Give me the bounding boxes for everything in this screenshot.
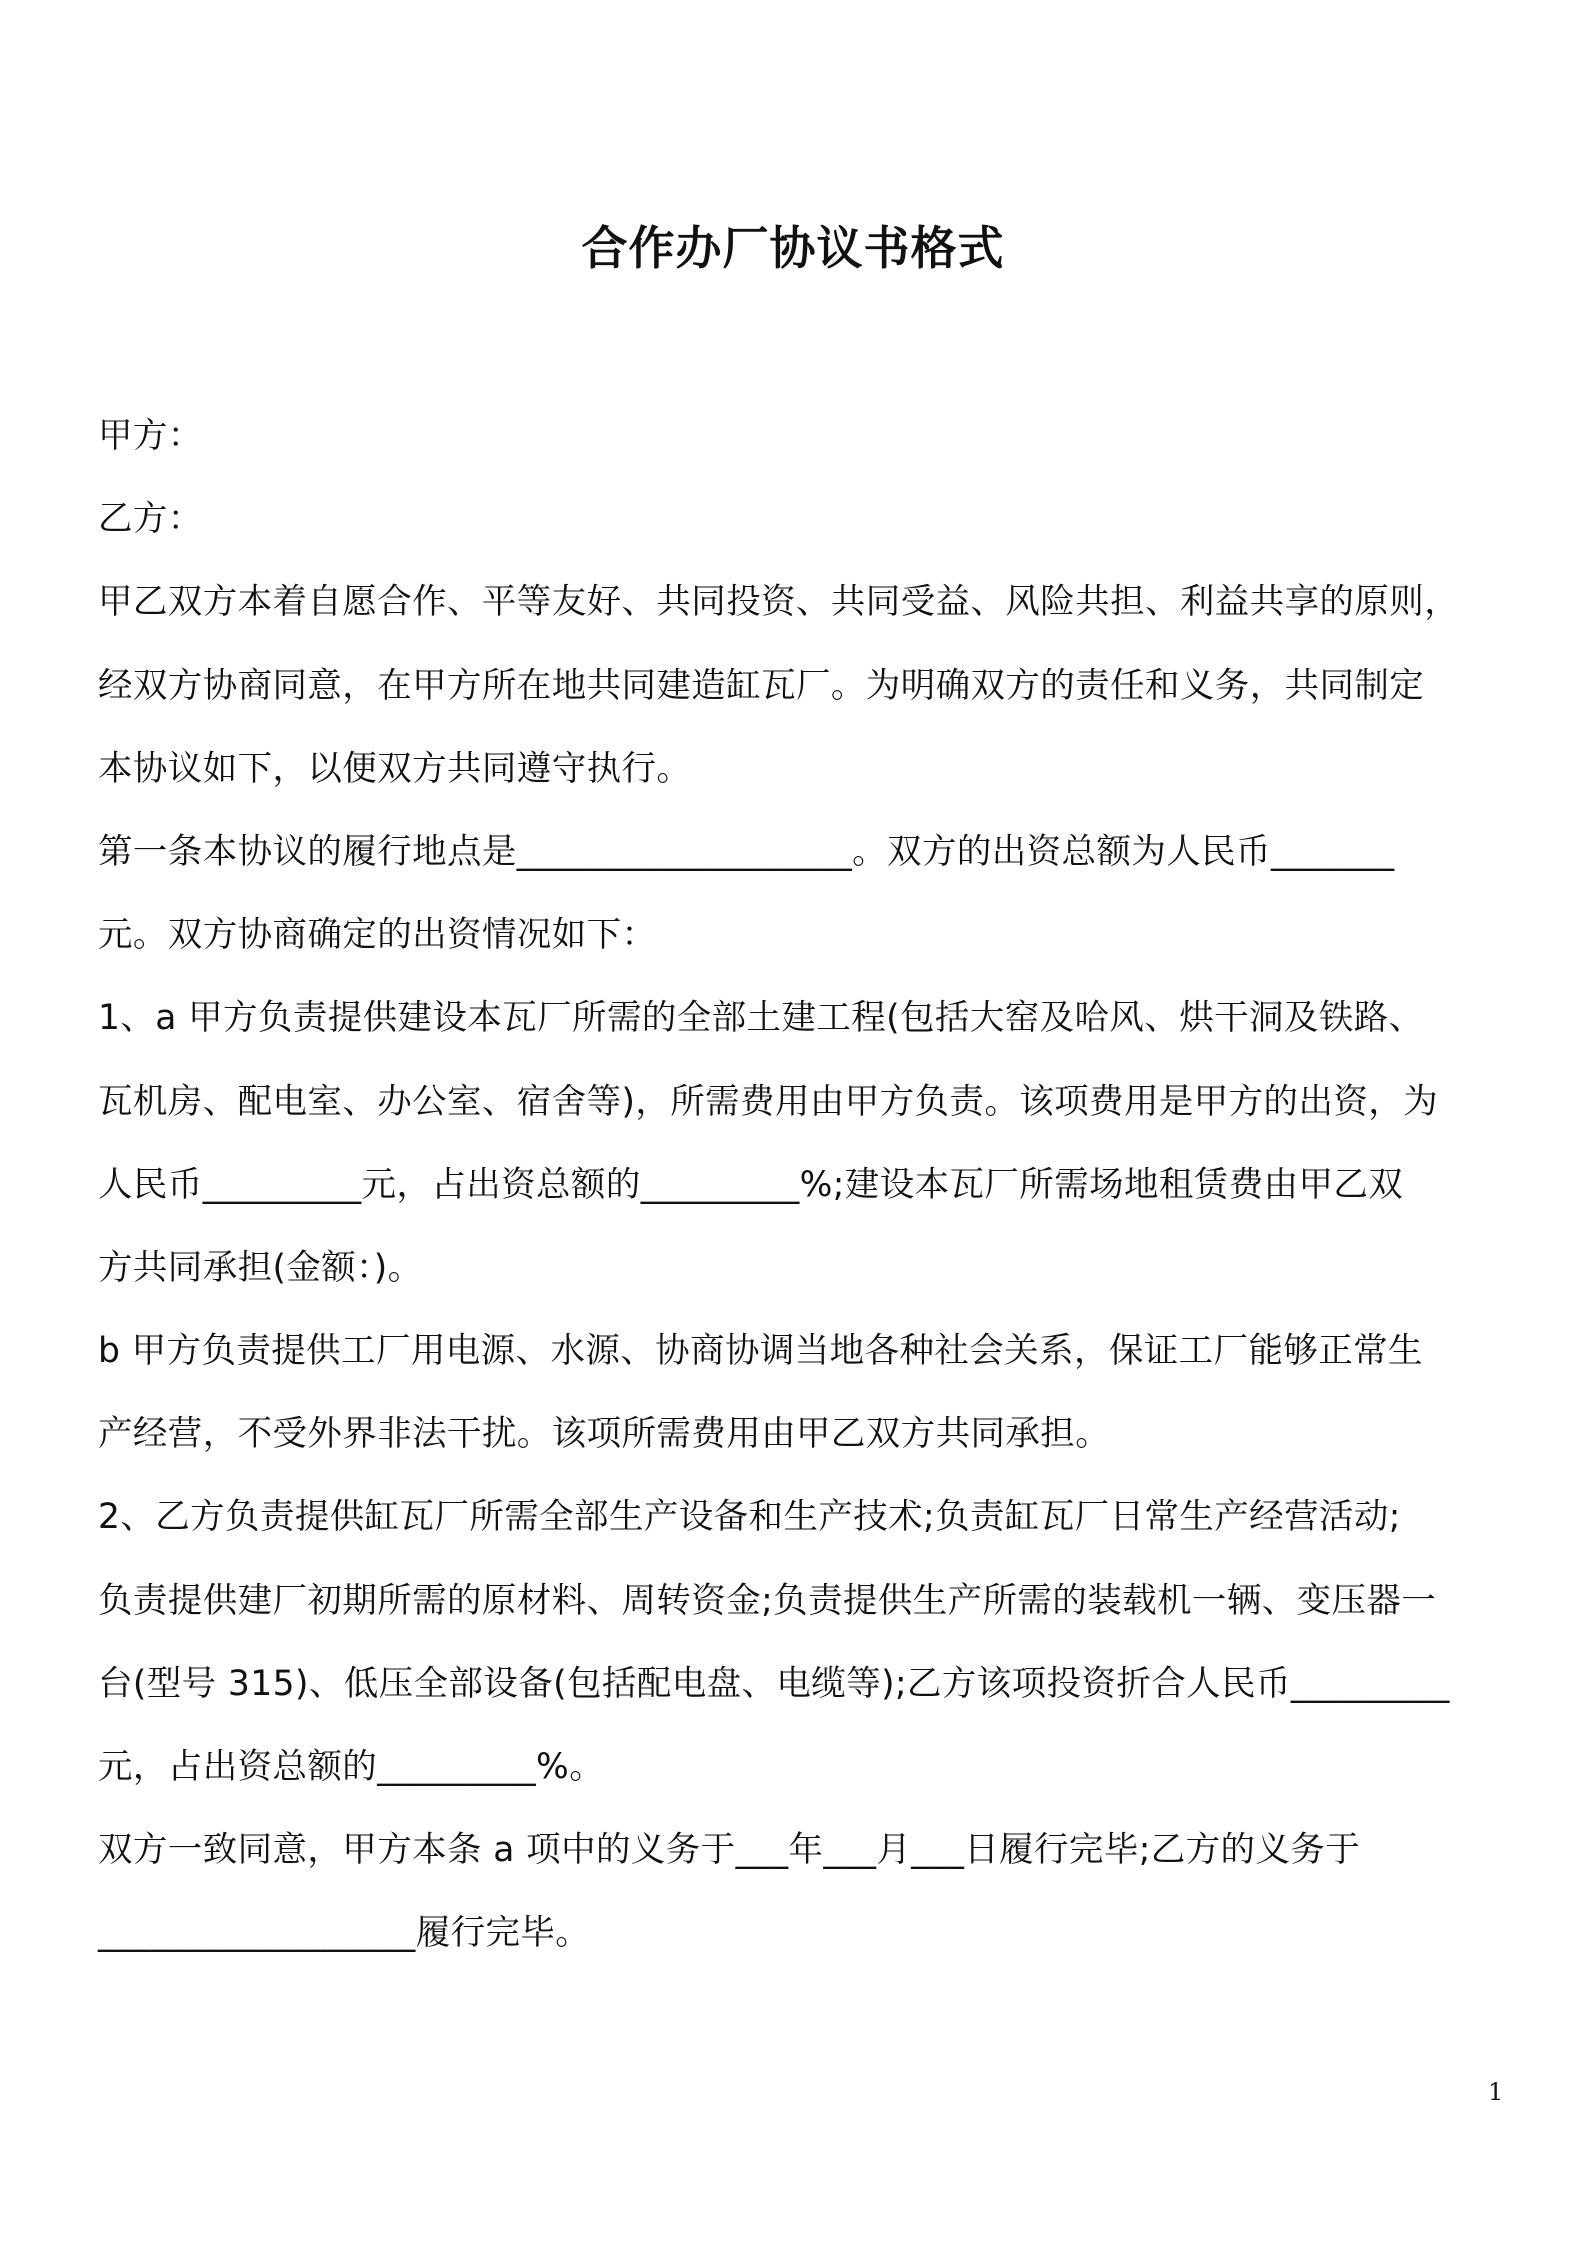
clause-2-line-2: 负责提供建厂初期所需的原材料、周转资金;负责提供生产所需的装载机一辆、变压器一: [98, 1580, 1437, 1621]
clause-1a-line-1: 1、a 甲方负责提供建设本瓦厂所需的全部土建工程(包括大窑及哈风、烘干洞及铁路、: [98, 998, 1424, 1039]
clause-1a-line-3: 人民币_________元，占出资总额的_________%;建设本瓦厂所需场地租赁费由甲乙双: [98, 1164, 1404, 1205]
clause-1a-line-2: 瓦机房、配电室、办公室、宿舍等)，所需费用由甲方负责。该项费用是甲方的出资，为: [98, 1081, 1439, 1122]
article-1-line-1: 第一条本协议的履行地点是___________________。双方的出资总额为人民币_______: [98, 831, 1395, 872]
page-number: 1: [1488, 2078, 1504, 2106]
clause-1a-line-4: 方共同承担(金额：)。: [98, 1247, 423, 1288]
clause-1b-line-2: 产经营，不受外界非法干扰。该项所需费用由甲乙双方共同承担。: [98, 1414, 1111, 1455]
clause-2-line-4: 元，占出资总额的_________%。: [98, 1747, 605, 1787]
clause-2-line-1: 2、乙方负责提供缸瓦厂所需全部生产设备和生产技术;负责缸瓦厂日常生产经营活动;: [98, 1497, 1401, 1538]
party-a-line: 甲方：: [98, 416, 203, 456]
preamble-line-2: 经双方协商同意，在甲方所在地共同建造缸瓦厂。为明确双方的责任和义务，共同制定: [98, 665, 1425, 706]
document-title: 合作办厂协议书格式: [581, 221, 1005, 275]
clause-1b-line-1: b 甲方负责提供工厂用电源、水源、协商协调当地各种社会关系，保证工厂能够正常生: [98, 1331, 1423, 1372]
preamble-line-1: 甲乙双方本着自愿合作、平等友好、共同投资、共同受益、风险共担、利益共享的原则，: [98, 582, 1460, 623]
document-body: [98, 406, 1518, 1987]
party-b-line: 乙方：: [98, 499, 203, 540]
clause-2-line-3: 台(型号 315)、低压全部设备(包括配电盘、电缆等);乙方该项投资折合人民币_________: [98, 1663, 1450, 1704]
agreement-line-1: 双方一致同意，甲方本条 a 项中的义务于___年___月___日履行完毕;乙方的义务于: [98, 1830, 1361, 1871]
preamble-line-3: 本协议如下，以便双方共同遵守执行。: [98, 748, 692, 789]
article-1-line-2: 元。双方协商确定的出资情况如下：: [98, 915, 657, 956]
agreement-line-2: __________________履行完毕。: [98, 1913, 591, 1954]
